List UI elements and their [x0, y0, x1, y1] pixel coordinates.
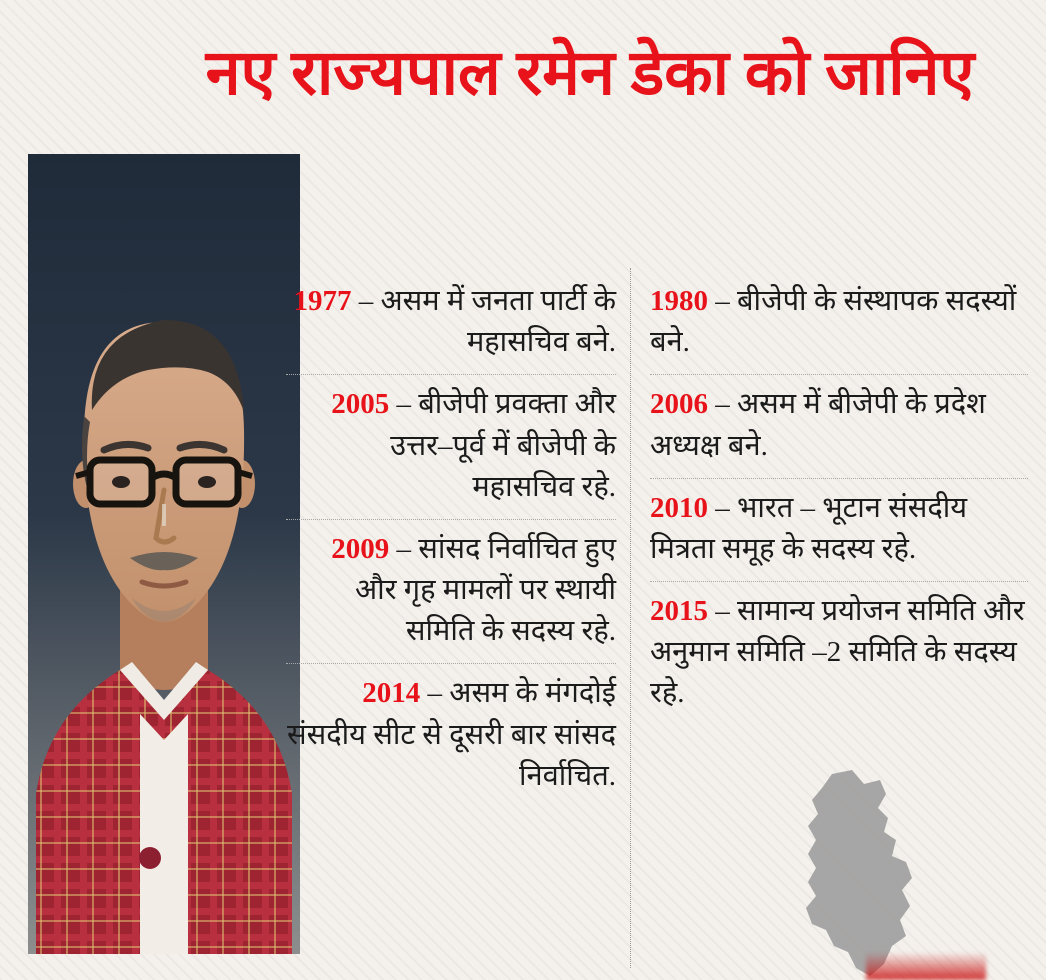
portrait-illustration — [28, 154, 300, 954]
timeline-text: असम के मंगदोई संसदीय सीट से दूसरी बार सांसद निर्वाचित. — [287, 677, 616, 792]
timeline-text: बीजेपी प्रवक्ता और उत्तर–पूर्व में बीजेपी के महासचिव रहे. — [390, 388, 616, 503]
timeline-entry — [650, 375, 1028, 478]
timeline-right-column — [640, 272, 1028, 726]
timeline-dash: – — [396, 388, 411, 421]
timeline-entry — [286, 520, 616, 665]
timeline-dash: – — [396, 532, 411, 565]
timeline-dash: – — [715, 595, 730, 628]
timeline-text: भारत – भूटान संसदीय मित्रता समूह के सदस्य रहे. — [650, 491, 968, 565]
timeline-entry — [286, 664, 616, 808]
chhattisgarh-map-icon — [760, 770, 980, 980]
timeline-entry — [650, 272, 1028, 375]
page-title: नए राज्यपाल रमेन डेका को जानिए — [205, 38, 975, 108]
timeline-text: असम में जनता पार्टी के महासचिव बने. — [380, 285, 616, 359]
timeline-text: असम में बीजेपी के प्रदेश अध्यक्ष बने. — [650, 388, 986, 462]
timeline-year: 2014 — [362, 677, 421, 710]
map-silhouette — [760, 770, 980, 980]
timeline-text: बीजेपी के संस्थापक सदस्यों बने. — [650, 285, 1017, 359]
timeline-year: 2010 — [650, 491, 708, 524]
decorative-smudge — [866, 952, 986, 980]
timeline-entry — [650, 582, 1028, 726]
timeline-dash: – — [358, 285, 374, 317]
timeline-entry — [286, 375, 616, 520]
timeline-dash: – — [715, 285, 730, 317]
timeline-year: 1977 — [293, 285, 352, 317]
timeline-left-column — [286, 272, 630, 808]
portrait-photo — [28, 154, 300, 954]
timeline-year: 2015 — [650, 595, 708, 628]
timeline-entry — [286, 272, 616, 375]
timeline-dash: – — [427, 677, 443, 710]
timeline-dash: – — [715, 388, 730, 421]
timeline-year: 2005 — [331, 388, 390, 421]
timeline-dash: – — [715, 491, 730, 524]
title-block — [150, 38, 1030, 109]
timeline-year: 1980 — [650, 285, 708, 317]
timeline-year: 2006 — [650, 388, 708, 421]
timeline-entry — [650, 479, 1028, 582]
timeline-text: सामान्य प्रयोजन समिति और अनुमान समिति –2 समिति के सदस्य रहे. — [650, 595, 1025, 710]
column-divider — [630, 268, 632, 968]
timeline-year: 2009 — [331, 532, 390, 565]
timeline-text: सांसद निर्वाचित हुए और गृह मामलों पर स्थायी समिति के सदस्य रहे. — [354, 532, 616, 648]
